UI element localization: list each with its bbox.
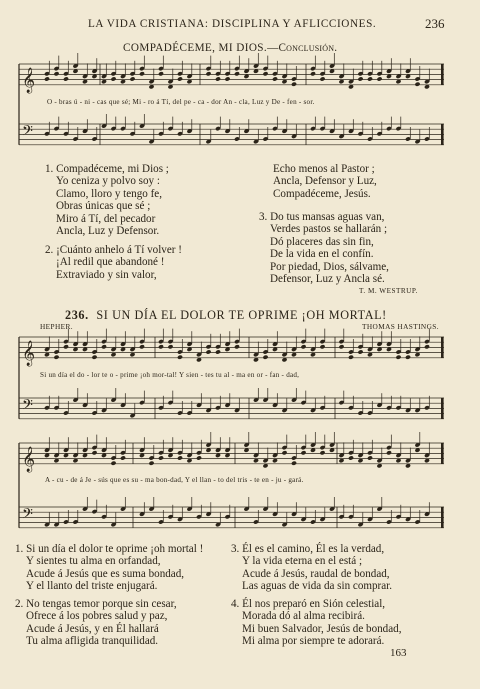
hymn-number: 236. bbox=[65, 308, 89, 322]
running-head: LA VIDA CRISTIANA: DISCIPLINA Y AFLICCIONES. bbox=[88, 18, 377, 30]
note-head bbox=[386, 450, 392, 455]
tune-name: HEPHER. bbox=[40, 322, 74, 331]
verse-line: Morada dó al alma recibirá. bbox=[242, 610, 365, 623]
verse-3 bbox=[259, 211, 389, 285]
verse-line: Compadéceme, mi Dios ; bbox=[56, 163, 169, 175]
verse-line: Extraviado y sin valor, bbox=[56, 268, 157, 281]
note-head bbox=[177, 76, 183, 81]
note-head bbox=[196, 455, 202, 460]
note-head bbox=[263, 71, 269, 76]
verse-number: 4. bbox=[231, 598, 240, 610]
hymn-title-suffix: —Conclusión. bbox=[267, 42, 338, 54]
verse-3 bbox=[231, 543, 392, 593]
note-head bbox=[206, 349, 212, 354]
bass-clef-icon: 𝄢 bbox=[22, 123, 33, 143]
note-head bbox=[206, 71, 212, 76]
page-number-bottom: 163 bbox=[390, 647, 407, 659]
note-head bbox=[282, 450, 288, 455]
note-head bbox=[348, 455, 354, 460]
note-head bbox=[92, 450, 98, 455]
note-head bbox=[358, 76, 364, 81]
note-head bbox=[310, 71, 316, 76]
note-head bbox=[320, 450, 326, 455]
final-bar bbox=[441, 337, 444, 358]
final-bar bbox=[441, 124, 444, 145]
note-head bbox=[301, 344, 307, 349]
verse-number: 1. bbox=[15, 543, 24, 555]
verse-line: Tu alma afligida tranquilidad. bbox=[26, 635, 159, 648]
composer-name: THOMAS HASTINGS. bbox=[362, 322, 439, 331]
verse-line: Mi buen Salvador, Jesús de bondad, bbox=[242, 622, 402, 635]
note-head bbox=[291, 82, 297, 87]
treble-clef-icon: 𝄞 bbox=[22, 446, 36, 472]
verse-line: Si un día el dolor te oprime ¡oh mortal ! bbox=[26, 543, 204, 555]
verse-2-continued bbox=[273, 163, 377, 200]
note-head bbox=[424, 344, 430, 349]
note-head bbox=[139, 344, 145, 349]
verse-line: Miro á Tí, del pecador bbox=[56, 212, 156, 225]
verse-line: Y la vida eterna en el está ; bbox=[242, 555, 363, 568]
note-head bbox=[301, 450, 307, 455]
note-head bbox=[44, 76, 50, 81]
note-head bbox=[177, 455, 183, 460]
verse-number: 3. bbox=[231, 543, 240, 555]
note-head bbox=[263, 355, 269, 360]
note-head bbox=[158, 344, 164, 349]
note-head bbox=[54, 71, 60, 76]
verse-line: Y el llanto del triste enjugará. bbox=[26, 580, 158, 593]
verse-line: Ofrece á los pobres salud y paz, bbox=[26, 610, 168, 623]
note-head bbox=[377, 76, 383, 81]
note-head bbox=[149, 461, 155, 466]
verse-line: Acude á Jesús, raudal de bondad, bbox=[242, 567, 390, 580]
note-head bbox=[215, 76, 221, 81]
note-head bbox=[92, 355, 98, 360]
note-head bbox=[415, 82, 421, 87]
verse-line: Él nos preparó en Sión celestial, bbox=[242, 598, 386, 610]
note-head bbox=[405, 355, 411, 360]
verse-line: Ancla, Defensor y Luz, bbox=[273, 175, 377, 188]
note-head bbox=[139, 71, 145, 76]
verse-line: Las aguas de vida da sin comprar. bbox=[242, 580, 393, 593]
note-head bbox=[130, 76, 136, 81]
hymn-title-text: SI UN DÍA EL DOLOR TE OPRIME ¡OH MORTAL! bbox=[96, 308, 387, 322]
lyric-line: O - bras ú - ni - cas que sé; Mi - ro á Tí, del pe - ca - dor An - cla, Luz y De - fen - sor. bbox=[47, 98, 315, 106]
bass-clef-icon: 𝄢 bbox=[22, 506, 33, 526]
verse-line: Obras únicas que sé ; bbox=[56, 200, 151, 213]
verse-line: Mi alma por siempre te adorará. bbox=[242, 635, 385, 648]
verse-number: 3. bbox=[259, 211, 268, 223]
final-bar bbox=[441, 64, 444, 85]
lyric-line: Si un día el do - lor te o - prime ¡oh mor-tal! Y sien - tes tu al - ma en or - fan - dad, bbox=[40, 371, 300, 379]
verse-1 bbox=[45, 163, 169, 237]
note-head bbox=[320, 76, 326, 81]
verse-line: Dó placeres das sin fin, bbox=[270, 235, 374, 248]
verse-2 bbox=[45, 244, 182, 281]
note-head bbox=[177, 355, 183, 360]
note-head bbox=[367, 76, 373, 81]
verse-number: 1. bbox=[45, 163, 54, 175]
treble-clef-icon: 𝄞 bbox=[22, 67, 36, 93]
final-bar bbox=[441, 443, 444, 464]
verse-line: ¡Cuánto anhelo á Tí volver ! bbox=[56, 244, 182, 256]
verse-line: ¡Al redil que abandoné ! bbox=[56, 256, 165, 269]
hymn-author: T. M. WESTRUP. bbox=[359, 287, 418, 295]
verse-4 bbox=[231, 598, 401, 648]
verse-number: 2. bbox=[15, 598, 24, 610]
verse-line: Echo menos al Pastor ; bbox=[273, 163, 375, 175]
bass-clef-icon: 𝄢 bbox=[22, 397, 33, 417]
final-bar bbox=[441, 507, 444, 528]
verse-line: Verdes pastos se hallarán ; bbox=[270, 223, 388, 236]
note-head bbox=[225, 76, 231, 81]
note-head bbox=[320, 344, 326, 349]
note-head bbox=[215, 349, 221, 354]
note-head bbox=[111, 76, 117, 81]
hymn-title-text: COMPADÉCEME, MI DIOS. bbox=[123, 42, 268, 54]
verse-line: Ancla, Luz y Defensor. bbox=[56, 225, 160, 238]
note-head bbox=[158, 455, 164, 460]
note-head bbox=[367, 455, 373, 460]
verse-line: Defensor, Luz y Ancla sé. bbox=[270, 273, 385, 286]
treble-clef-icon: 𝄞 bbox=[22, 340, 36, 366]
verse-line: Acude á Jesús que es suma bondad, bbox=[26, 567, 185, 580]
note-head bbox=[63, 76, 69, 81]
verse-line: Yo ceniza y polvo soy : bbox=[56, 175, 160, 188]
verse-line: Acude á Jesús, y en Él hallará bbox=[26, 622, 159, 635]
note-head bbox=[63, 344, 69, 349]
page-number-top: 236 bbox=[425, 16, 445, 31]
note-head bbox=[339, 344, 345, 349]
note-head bbox=[291, 461, 297, 466]
note-head bbox=[111, 461, 117, 466]
hymn-title-2 bbox=[65, 308, 387, 323]
verse-line: Él es el camino, Él es la verdad, bbox=[242, 543, 385, 555]
note-head bbox=[120, 455, 126, 460]
note-head bbox=[272, 76, 278, 81]
note-head bbox=[101, 344, 107, 349]
note-head bbox=[348, 355, 354, 360]
note-head bbox=[358, 349, 364, 354]
verse-line: Do tus mansas aguas van, bbox=[270, 211, 385, 223]
verse-2 bbox=[15, 598, 177, 648]
verse-line: No tengas temor porque sin cesar, bbox=[26, 598, 177, 610]
verse-line: Por piedad, Dios, sálvame, bbox=[270, 260, 389, 273]
verse-number: 2. bbox=[45, 244, 54, 256]
note-head bbox=[396, 355, 402, 360]
verse-line: De la vida en el confín. bbox=[270, 248, 374, 261]
verse-1 bbox=[15, 543, 203, 593]
final-bar bbox=[441, 398, 444, 419]
note-head bbox=[234, 71, 240, 76]
note-head bbox=[234, 344, 240, 349]
note-head bbox=[158, 71, 164, 76]
note-head bbox=[168, 344, 174, 349]
verse-line: Compadéceme, Jesús. bbox=[273, 187, 371, 200]
lyric-line: A - cu - de á Je - sús que es su - ma bon-dad, Y el llan - to del tris - te en - ju - gará. bbox=[45, 476, 304, 484]
verse-line: Clamo, lloro y tengo fe, bbox=[56, 187, 162, 200]
verse-line: Y sientes tu alma en orfandad, bbox=[26, 555, 161, 568]
note-head bbox=[54, 355, 60, 360]
